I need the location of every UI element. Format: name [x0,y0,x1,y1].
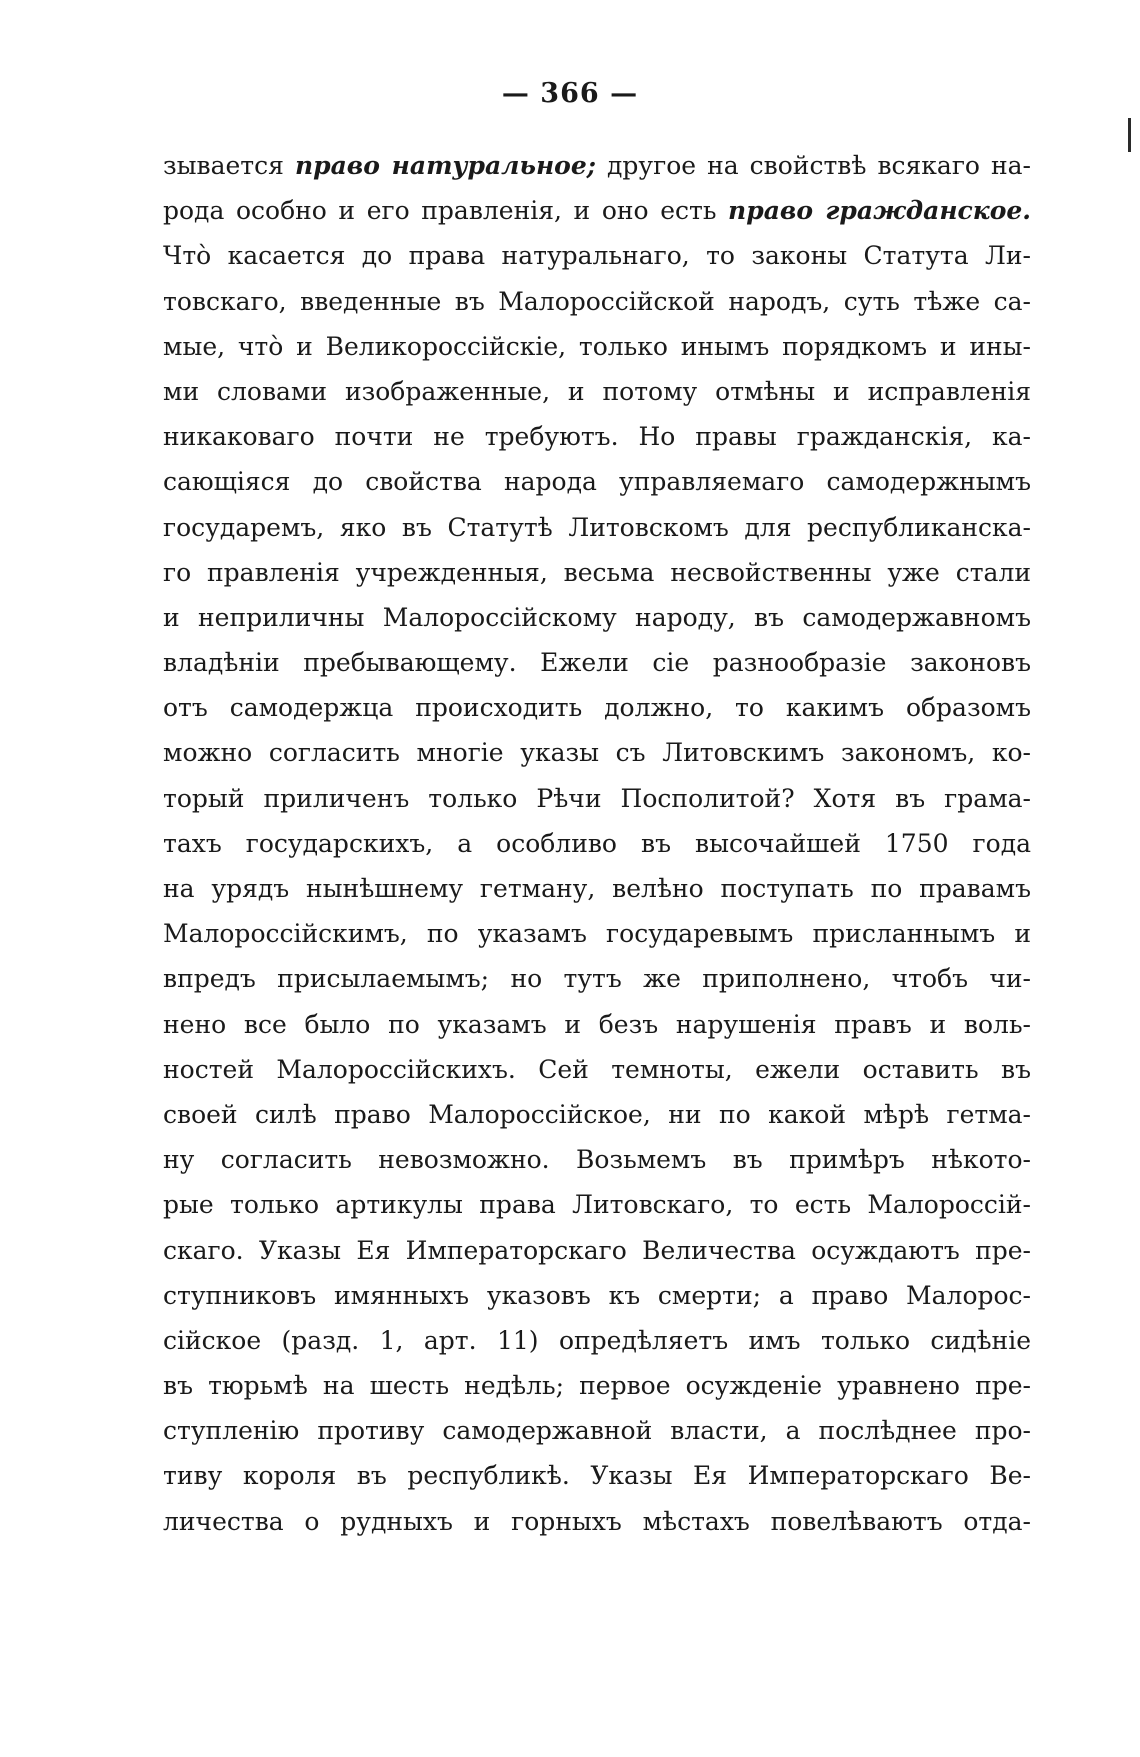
text-segment: рые только артикулы права Литовскаго, то есть Малороссій- [163,1190,1031,1220]
text-line [163,1137,1031,1182]
text-segment: ступленію противу самодержавной власти, а послѣднее про- [163,1416,1031,1446]
text-line [163,730,1031,775]
text-segment: скаго. Указы Ея Императорскаго Величества осуждаютъ пре- [163,1235,1031,1265]
text-segment: впредъ присылаемымъ; но тутъ же приполнено, чтобъ чи- [163,964,1031,994]
text-line [163,776,1031,821]
text-segment: и неприличны Малороссійскому народу, въ самодержавномъ [163,602,1031,632]
text-line [163,1363,1031,1408]
text-line [163,1002,1031,1047]
text-segment: ми словами изображенные, и потому отмѣны и исправленія [163,376,1031,406]
text-segment: владѣніи пребывающему. Ежели сіе разнообразіе законовъ [163,648,1031,678]
text-line [163,1273,1031,1318]
text-line [163,821,1031,866]
text-line [163,1453,1031,1498]
text-segment: торый приличенъ только Рѣчи Посполитой? Хотя въ грама- [163,783,1031,813]
text-line [163,685,1031,730]
text-line [163,1047,1031,1092]
text-line [163,595,1031,640]
text-segment: государемъ, яко въ Статутѣ Литовскомъ для республиканска- [163,512,1031,542]
text-line [163,188,1031,233]
text-segment: сающіяся до свойства народа управляемаго самодержнымъ [163,467,1031,497]
text-line [163,505,1031,550]
text-line [163,1182,1031,1227]
text-segment: сійское (разд. 1, арт. 11) опредѣляетъ имъ только сидѣніе [163,1325,1031,1355]
italic-term: право натуральное; [294,151,596,180]
text-line [163,459,1031,504]
text-segment: можно согласить многіе указы съ Литовскимъ закономъ, ко- [163,738,1031,768]
text-segment: своей силѣ право Малороссійское, ни по какой мѣрѣ гетма- [163,1099,1031,1129]
text-segment: въ тюрьмѣ на шесть недѣль; первое осужденіе уравнено пре- [163,1371,1031,1401]
body-text [163,143,1031,1544]
text-line [163,1499,1031,1544]
text-segment: Малороссійскимъ, по указамъ государевымъ присланнымъ и [163,919,1031,949]
text-line [163,414,1031,459]
text-line [163,1408,1031,1453]
text-segment: мые, чтò и Великороссійскіе, только инымъ порядкомъ и ины- [163,331,1031,361]
text-segment: го правленія учрежденныя, весьма несвойственны уже стали [163,557,1031,587]
text-segment: ступниковъ имянныхъ указовъ къ смерти; а право Малорос- [163,1280,1031,1310]
text-segment: тахъ государскихъ, а особливо въ высочайшей 1750 года [163,828,1031,858]
text-line [163,550,1031,595]
text-line [163,866,1031,911]
text-line [163,233,1031,278]
text-segment: никаковаго почти не требуютъ. Но правы гражданскія, ка- [163,422,1031,452]
text-segment: рода особно и его правленія, и оно есть [163,196,729,226]
text-line [163,1318,1031,1363]
text-segment: Чтò касается до права натуральнаго, то законы Статута Ли- [163,241,1031,271]
text-segment: зывается [163,151,295,180]
text-segment: товскаго, введенные въ Малороссійской народъ, суть тѣже са- [163,286,1031,316]
text-segment: нено все было по указамъ и безъ нарушенія правъ и воль- [163,1009,1031,1039]
text-segment: отъ самодержца происходить должно, то какимъ образомъ [163,693,1031,723]
text-line [163,143,1031,188]
text-segment: личества о рудныхъ и горныхъ мѣстахъ повелѣваютъ отда- [163,1506,1031,1536]
text-segment: ну согласить невозможно. Возьмемъ въ примѣръ нѣкото- [163,1145,1031,1175]
text-segment: ностей Малороссійскихъ. Сей темноты, ежели оставить въ [163,1054,1031,1084]
text-segment: на урядъ нынѣшнему гетману, велѣно поступать по правамъ [163,874,1031,903]
text-line [163,911,1031,956]
text-segment: тиву короля въ республикѣ. Указы Ея Императорскаго Ве- [163,1461,1031,1491]
text-line [163,640,1031,685]
text-line [163,956,1031,1001]
text-segment: другое на свойствѣ всякаго на- [596,151,1032,180]
text-line [163,369,1031,414]
italic-term: право гражданское. [728,196,1031,226]
scan-edge-mark [1128,118,1131,152]
text-line [163,279,1031,324]
text-line [163,324,1031,369]
text-line [163,1228,1031,1273]
page-number: — 366 — [501,78,639,109]
text-line [163,1092,1031,1137]
